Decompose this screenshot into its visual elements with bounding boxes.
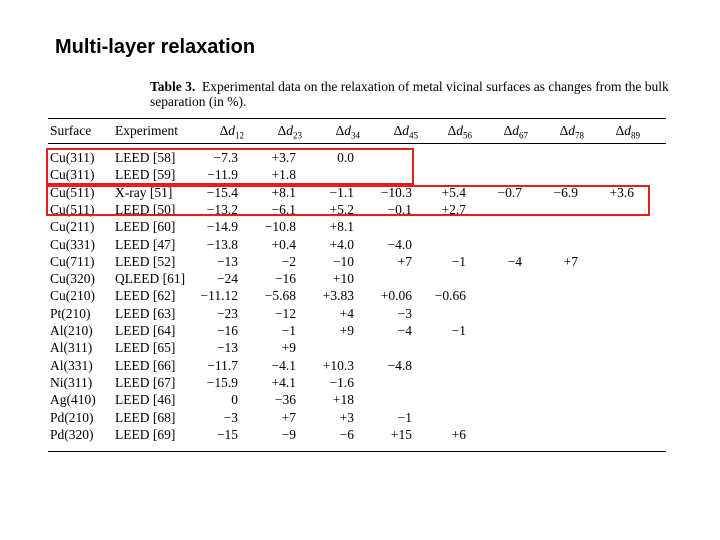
table-cell-value: −23 [216, 305, 238, 321]
table-cell-value: −7.3 [213, 150, 238, 165]
column-header-6: $\Delta d_{56}$ [447, 123, 472, 141]
table-cell-value: +9 [339, 323, 354, 338]
table-cell-value: −1.6 [329, 374, 354, 390]
table-cell-value: +7 [397, 253, 412, 269]
table-cell-value: −10.3 [380, 184, 412, 200]
table-cell-experiment: LEED [50] [115, 201, 176, 217]
table-cell-value: −13 [216, 253, 238, 269]
highlight-box-cu311 [46, 148, 414, 185]
table-cell-value: +2.7 [441, 201, 466, 217]
column-header-7: $\Delta d_{67}$ [503, 123, 528, 141]
table-cell-value: −36 [274, 392, 296, 408]
table-cell-surface: Al(311) [50, 340, 93, 356]
table-cell-value: +15 [390, 426, 412, 442]
table-cell-value: −0.66 [434, 288, 466, 304]
table-cell-value: +0.06 [380, 288, 412, 304]
table-cell-value: +7 [563, 253, 578, 269]
table-cell-experiment: LEED [69] [115, 426, 176, 442]
table-cell-value: −4.0 [387, 236, 412, 252]
table-cell-surface: Pt(210) [50, 305, 91, 321]
table-cell-value: −5.68 [264, 288, 296, 304]
table-cell-surface: Al(210) [50, 323, 93, 338]
column-header-9: $\Delta d_{89}$ [615, 123, 640, 141]
table-cell-experiment: LEED [63] [115, 305, 176, 321]
table-cell-value: +18 [332, 392, 354, 408]
column-header-2: $\Delta d_{12}$ [219, 123, 244, 141]
table-cell-value: −12 [274, 305, 296, 321]
table-cell-value: −24 [216, 271, 238, 287]
column-header-0: Surface [50, 123, 92, 138]
column-header-5: $\Delta d_{45}$ [393, 123, 418, 141]
table-cell-value: −6.1 [271, 201, 296, 217]
slide-title: Multi-layer relaxation [55, 36, 256, 58]
table-cell-surface: Cu(211) [50, 219, 95, 235]
table-cell-experiment: X-ray [51] [115, 184, 173, 200]
table-cell-value: −13 [216, 340, 238, 356]
table-cell-value: −13.8 [206, 236, 238, 252]
table-cell-value: −15 [216, 426, 238, 442]
table-cell-surface: Cu(311) [50, 167, 95, 183]
column-header-4: $\Delta d_{34}$ [335, 123, 360, 141]
table-cell-value: −1 [281, 323, 296, 338]
table-cell-value: +3 [339, 409, 354, 425]
table-cell-value: +9 [281, 340, 296, 356]
table-cell-value: +7 [281, 409, 296, 425]
table-cell-value: −15.9 [206, 374, 238, 390]
table-cell-value: +8.1 [271, 184, 296, 200]
table-cell-experiment: LEED [58] [115, 150, 176, 165]
table-cell-value: +8.1 [329, 219, 354, 235]
caption-label: Table 3. [150, 79, 196, 94]
table-cell-experiment: LEED [64] [115, 323, 176, 338]
table-cell-surface: Ni(311) [50, 374, 93, 390]
table-cell-experiment: LEED [66] [115, 357, 176, 373]
table-cell-value: +6 [451, 426, 466, 442]
table-cell-value: −1.1 [329, 184, 354, 200]
table-cell-value: −11.9 [207, 167, 238, 183]
table-cell-value: −14.9 [206, 219, 238, 235]
table-cell-experiment: LEED [59] [115, 167, 176, 183]
table-cell-value: −15.4 [206, 184, 238, 200]
table-cell-surface: Pd(210) [50, 409, 94, 425]
table-cell-value: 0.0 [337, 150, 354, 165]
table-top-rule [48, 118, 666, 119]
table-cell-value: −6 [339, 426, 354, 442]
column-subscript-7: 67 [519, 130, 528, 141]
column-subscript-2: 12 [235, 130, 244, 141]
table-cell-experiment: LEED [60] [115, 219, 176, 235]
column-subscript-6: 56 [463, 130, 472, 141]
table-cell-value: −4.1 [271, 357, 296, 373]
table-cell-experiment: LEED [47] [115, 236, 176, 252]
table-cell-experiment: QLEED [61] [115, 271, 186, 287]
table-cell-value: −3 [397, 305, 412, 321]
table-cell-value: −6.9 [553, 184, 578, 200]
table-caption [150, 79, 680, 109]
table-cell-value: +3.83 [322, 288, 354, 304]
table-cell-value: −2 [281, 253, 296, 269]
table-cell-value: +3.7 [271, 150, 296, 165]
table-cell-value: −4 [507, 253, 522, 269]
table-cell-value: +5.4 [441, 184, 466, 200]
table-cell-value: −4 [397, 323, 412, 338]
table-cell-surface: Al(331) [50, 357, 93, 373]
table-cell-surface: Cu(511) [50, 184, 95, 200]
table-cell-surface: Cu(210) [50, 288, 95, 304]
table-cell-value: −16 [274, 271, 296, 287]
table-cell-value: +4.1 [271, 374, 296, 390]
table-cell-surface: Cu(511) [50, 201, 95, 217]
table-cell-experiment: LEED [52] [115, 253, 176, 269]
column-subscript-4: 34 [351, 130, 360, 141]
table-cell-value: +0.4 [271, 236, 296, 252]
table-cell-surface: Pd(320) [50, 426, 94, 442]
table-cell-experiment: LEED [62] [115, 288, 176, 304]
column-header-3: $\Delta d_{23}$ [277, 123, 302, 141]
table-cell-value: −3 [223, 409, 238, 425]
highlight-box-cu511 [46, 185, 650, 216]
table-cell-surface: Cu(331) [50, 236, 95, 252]
table-cell-experiment: LEED [46] [115, 392, 176, 408]
table-cell-value: 0 [231, 392, 238, 408]
table-cell-experiment: LEED [65] [115, 340, 176, 356]
table-cell-value: +10.3 [322, 357, 354, 373]
column-subscript-5: 45 [409, 130, 418, 141]
table-cell-value: −16 [216, 323, 238, 338]
caption-text: Experimental data on the relaxation of metal vicinal surfaces as changes from the bulk separation (in %). [150, 79, 669, 109]
table-cell-value: +1.8 [271, 167, 296, 183]
table-cell-value: −10.8 [264, 219, 296, 235]
table-cell-value: −11.12 [200, 288, 238, 304]
column-subscript-9: 89 [631, 130, 640, 141]
column-header-1: Experiment [115, 123, 178, 138]
table-cell-surface: Cu(711) [50, 253, 95, 269]
table-cell-value: −0.1 [387, 201, 412, 217]
table-cell-surface: Cu(320) [50, 271, 95, 287]
table-cell-value: +10 [332, 271, 354, 287]
table-cell-value: +4.0 [329, 236, 354, 252]
table-cell-value: −10 [332, 253, 354, 269]
table-cell-surface: Cu(311) [50, 150, 95, 165]
table-cell-value: −1 [451, 253, 466, 269]
table-cell-value: −1 [451, 323, 466, 338]
column-header-8: $\Delta d_{78}$ [559, 123, 584, 141]
table-cell-experiment: LEED [67] [115, 374, 176, 390]
column-subscript-8: 78 [575, 130, 584, 141]
column-subscript-3: 23 [293, 130, 302, 141]
table-cell-value: −11.7 [207, 357, 238, 373]
table-cell-value: −9 [281, 426, 296, 442]
table-cell-surface: Ag(410) [50, 392, 96, 408]
table-cell-value: −1 [397, 409, 412, 425]
table-cell-value: −0.7 [497, 184, 522, 200]
table-cell-value: +4 [339, 305, 354, 321]
table-cell-value: −13.2 [206, 201, 238, 217]
table-cell-value: +5.2 [329, 201, 354, 217]
table-bottom-rule [48, 451, 666, 452]
table-cell-value: +3.6 [609, 184, 634, 200]
table-cell-experiment: LEED [68] [115, 409, 176, 425]
table-cell-value: −4.8 [387, 357, 412, 373]
